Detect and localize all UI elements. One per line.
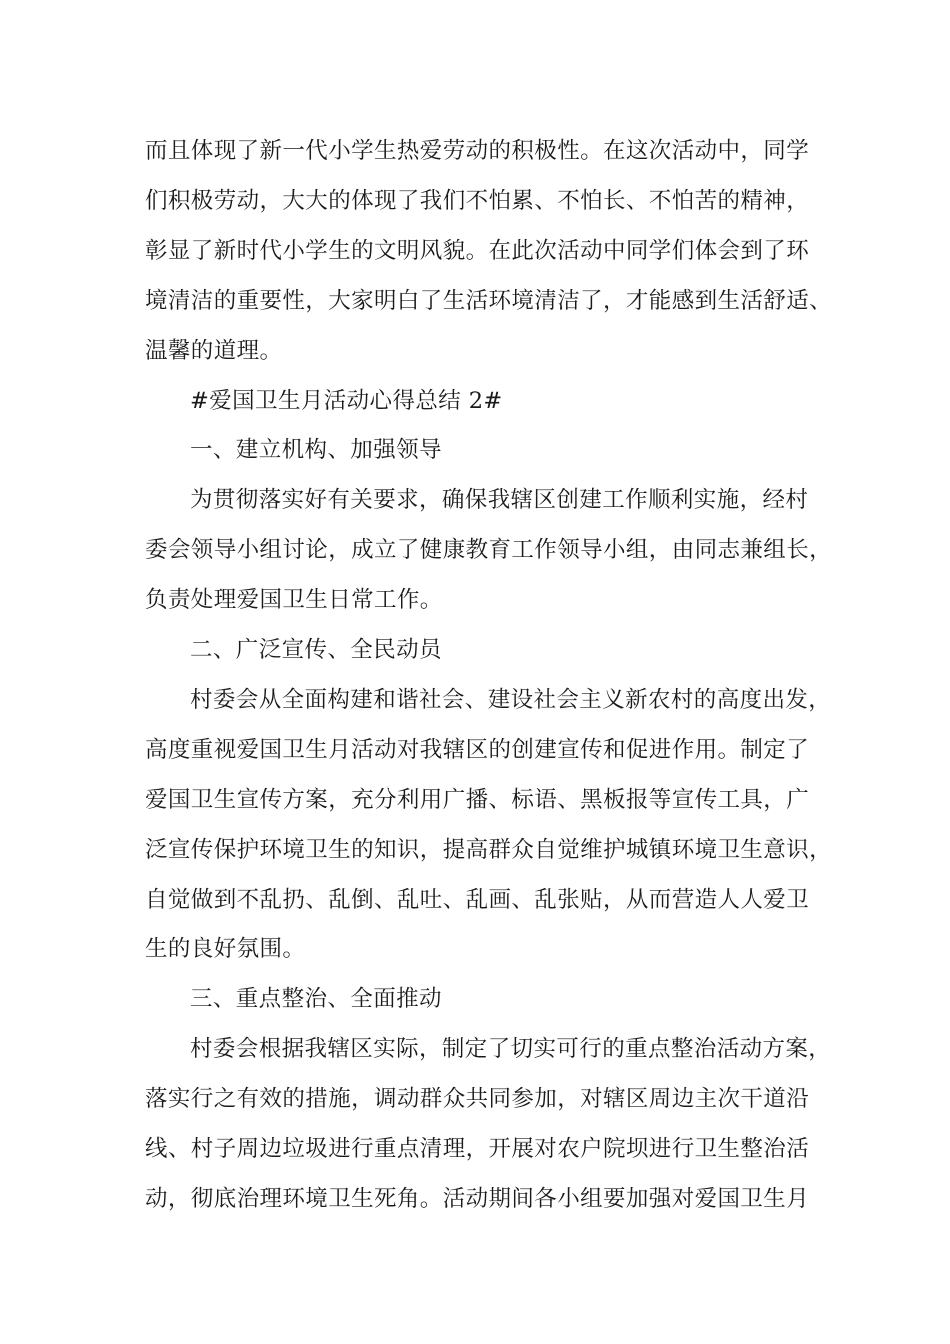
paragraph-line: 境清洁的重要性，大家明白了生活环境清洁了，才能感到生活舒适、 (145, 288, 833, 314)
paragraph-line: 线、村子周边垃圾进行重点清理，开展对农户院坝进行卫生整治活 (145, 1136, 810, 1162)
section-heading: 二、广泛宣传、全民动员 (190, 637, 442, 663)
paragraph-line: 村委会根据我辖区实际，制定了切实可行的重点整治活动方案， (190, 1036, 832, 1062)
paragraph-line: 为贯彻落实好有关要求，确保我辖区创建工作顺利实施，经村 (190, 487, 809, 513)
paragraph-line: 落实行之有效的措施，调动群众共同参加，对辖区周边主次干道沿 (145, 1086, 810, 1112)
paragraph-line: 村委会从全面构建和谐社会、建设社会主义新农村的高度出发， (190, 687, 832, 713)
section-heading: 三、重点整治、全面推动 (190, 986, 442, 1012)
paragraph-line: 们积极劳动，大大的体现了我们不怕累、不怕长、不怕苦的精神， (145, 188, 810, 214)
paragraph-line: 动，彻底治理环境卫生死角。活动期间各小组要加强对爱国卫生月 (145, 1186, 810, 1212)
paragraph-line: 高度重视爱国卫生月活动对我辖区的创建宣传和促进作用。制定了 (145, 737, 810, 763)
paragraph-line: 自觉做到不乱扔、乱倒、乱吐、乱画、乱张贴，从而营造人人爱卫 (145, 887, 810, 913)
paragraph-line: 而且体现了新一代小学生热爱劳动的积极性。在这次活动中，同学 (145, 138, 810, 164)
paragraph-line: 负责处理爱国卫生日常工作。 (145, 587, 443, 613)
paragraph-line: 委会领导小组讨论，成立了健康教育工作领导小组，由同志兼组长， (145, 537, 833, 563)
section-title: #爱国卫生月活动心得总结 2# (190, 388, 503, 414)
paragraph-line: 温馨的道理。 (145, 338, 283, 364)
section-heading: 一、建立机构、加强领导 (190, 437, 442, 463)
paragraph-line: 爱国卫生宣传方案，充分利用广播、标语、黑板报等宣传工具，广 (145, 787, 810, 813)
paragraph-line: 生的良好氛围。 (145, 936, 306, 962)
paragraph-line: 彰显了新时代小学生的文明风貌。在此次活动中同学们体会到了环 (145, 238, 810, 264)
paragraph-line: 泛宣传保护环境卫生的知识，提高群众自觉维护城镇环境卫生意识， (145, 837, 833, 863)
